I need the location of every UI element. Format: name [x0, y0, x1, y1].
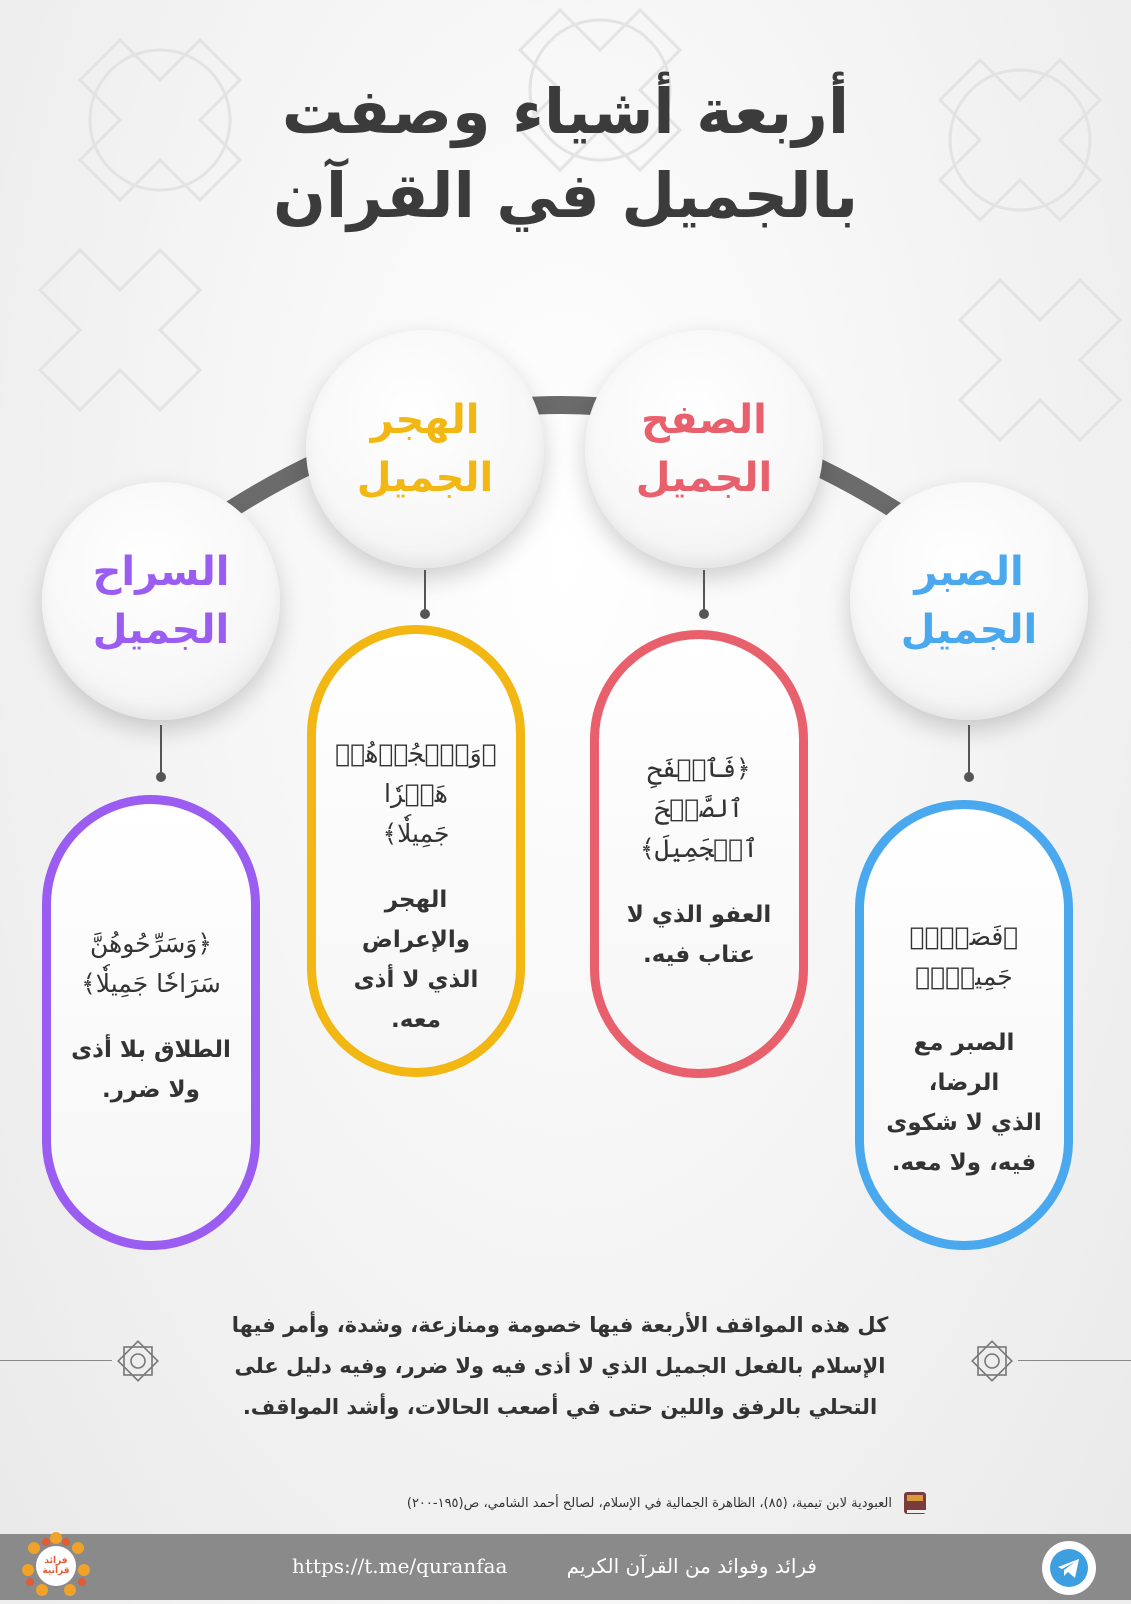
summary-line-3: التحلي بالرفق واللين حتى في أصعب الحالات، وأشد المواقف. — [242, 1395, 878, 1419]
stem-dot-safh — [699, 609, 709, 619]
desc-safh-line1: العفو الذي لا — [626, 902, 772, 928]
verse-hajr-line1: ﴿وَٱهۡجُرۡهُمۡ هَجۡرٗا — [335, 739, 497, 808]
bubble-sarah-line2: الجميل — [92, 607, 230, 653]
verse-sabr-line1: ﴿فَصَبۡرٞ جَمِيلٞۖ﴾ — [909, 922, 1019, 991]
desc-sabr-line2: الذي لا شكوى — [886, 1110, 1042, 1136]
capsule-safh — [590, 630, 808, 1078]
verse-sabr — [864, 917, 1064, 997]
desc-sarah-line1: الطلاق بلا أذى — [71, 1037, 231, 1063]
bubble-sabr — [850, 482, 1088, 720]
desc-hajr-line1: الهجر والإعراض — [361, 887, 471, 953]
stem-dot-sabr — [964, 772, 974, 782]
verse-hajr — [316, 734, 516, 854]
title-line-2: بالجميل في القرآن — [272, 159, 859, 232]
capsule-hajr — [307, 625, 525, 1077]
book-icon — [900, 1488, 930, 1518]
stem-dot-hajr — [420, 609, 430, 619]
bubble-safh-line2: الجميل — [635, 455, 773, 501]
footer-bar — [0, 1534, 1131, 1600]
desc-hajr — [316, 880, 516, 1040]
bubble-safh — [585, 330, 823, 568]
verse-hajr-line2: جَمِيلٗا﴾ — [382, 819, 450, 848]
capsule-sabr — [855, 800, 1073, 1250]
desc-sabr-line1: الصبر مع الرضا، — [913, 1030, 1015, 1096]
stem-sabr — [968, 725, 970, 775]
stem-dot-sarah — [156, 772, 166, 782]
bubble-safh-line1: الصفح — [641, 397, 767, 443]
bubble-hajr — [306, 330, 544, 568]
desc-sarah-line2: ولا ضرر. — [102, 1077, 200, 1103]
star-ornament-icon — [966, 1335, 1018, 1387]
capsule-sarah — [42, 795, 260, 1250]
stem-sarah — [160, 725, 162, 775]
reference-text: العبودية لابن تيمية، (٨٥)، الظاهرة الجمالية في الإسلام، لصالح أحمد الشامي، ص(١٩٥-٢٠٠) — [406, 1495, 892, 1511]
bubble-sabr-line2: الجميل — [900, 607, 1038, 653]
verse-safh — [599, 749, 799, 869]
summary-line-1: كل هذه المواقف الأربعة فيها خصومة ومنازعة، وشدة، وأمر فيها — [231, 1313, 889, 1337]
desc-hajr-line3: معه. — [391, 1007, 441, 1033]
desc-hajr-line2: الذي لا أذى — [353, 967, 479, 993]
desc-sabr — [864, 1023, 1064, 1183]
desc-sabr-line3: فيه، ولا معه. — [891, 1150, 1037, 1176]
verse-sarah — [67, 924, 235, 1004]
desc-sarah — [53, 1030, 249, 1110]
bubble-sabr-line1: الصبر — [914, 549, 1024, 595]
desc-safh — [609, 895, 790, 975]
summary-divider-right — [1018, 1360, 1131, 1361]
logo-text: فرائد قرآنية — [42, 1556, 70, 1576]
verse-sarah-line1: ﴿وَسَرِّحُوهُنَّ — [89, 929, 213, 958]
desc-safh-line2: عتاب فيه. — [643, 942, 755, 968]
reference-note — [200, 1488, 930, 1518]
page-title — [0, 70, 1131, 238]
verse-safh-line1: ﴿فَٱصۡفَحِ ٱلصَّفۡحَ — [647, 754, 751, 823]
summary-divider-left — [0, 1360, 112, 1361]
bubble-hajr-line1: الهجر — [370, 397, 480, 443]
star-ornament-icon — [112, 1335, 164, 1387]
footer-channel-name: فرائد وفوائد من القرآن الكريم — [566, 1554, 817, 1578]
bubble-sarah — [42, 482, 280, 720]
summary-paragraph — [205, 1305, 915, 1428]
logo — [14, 1530, 98, 1600]
telegram-icon[interactable] — [1042, 1541, 1096, 1595]
summary-line-2: الإسلام بالفعل الجميل الذي لا أذى فيه ولا ضرر، وفيه دليل على — [234, 1354, 886, 1378]
bubble-sarah-line1: السراح — [92, 549, 230, 595]
bubble-hajr-line2: الجميل — [356, 455, 494, 501]
title-line-1: أربعة أشياء وصفت — [281, 75, 850, 148]
footer-url-link[interactable]: https://t.me/quranfaa — [292, 1554, 508, 1578]
verse-safh-line2: ٱلۡجَمِيلَ﴾ — [640, 834, 758, 863]
verse-sarah-line2: سَرَاحٗا جَمِيلٗا﴾ — [81, 969, 221, 998]
